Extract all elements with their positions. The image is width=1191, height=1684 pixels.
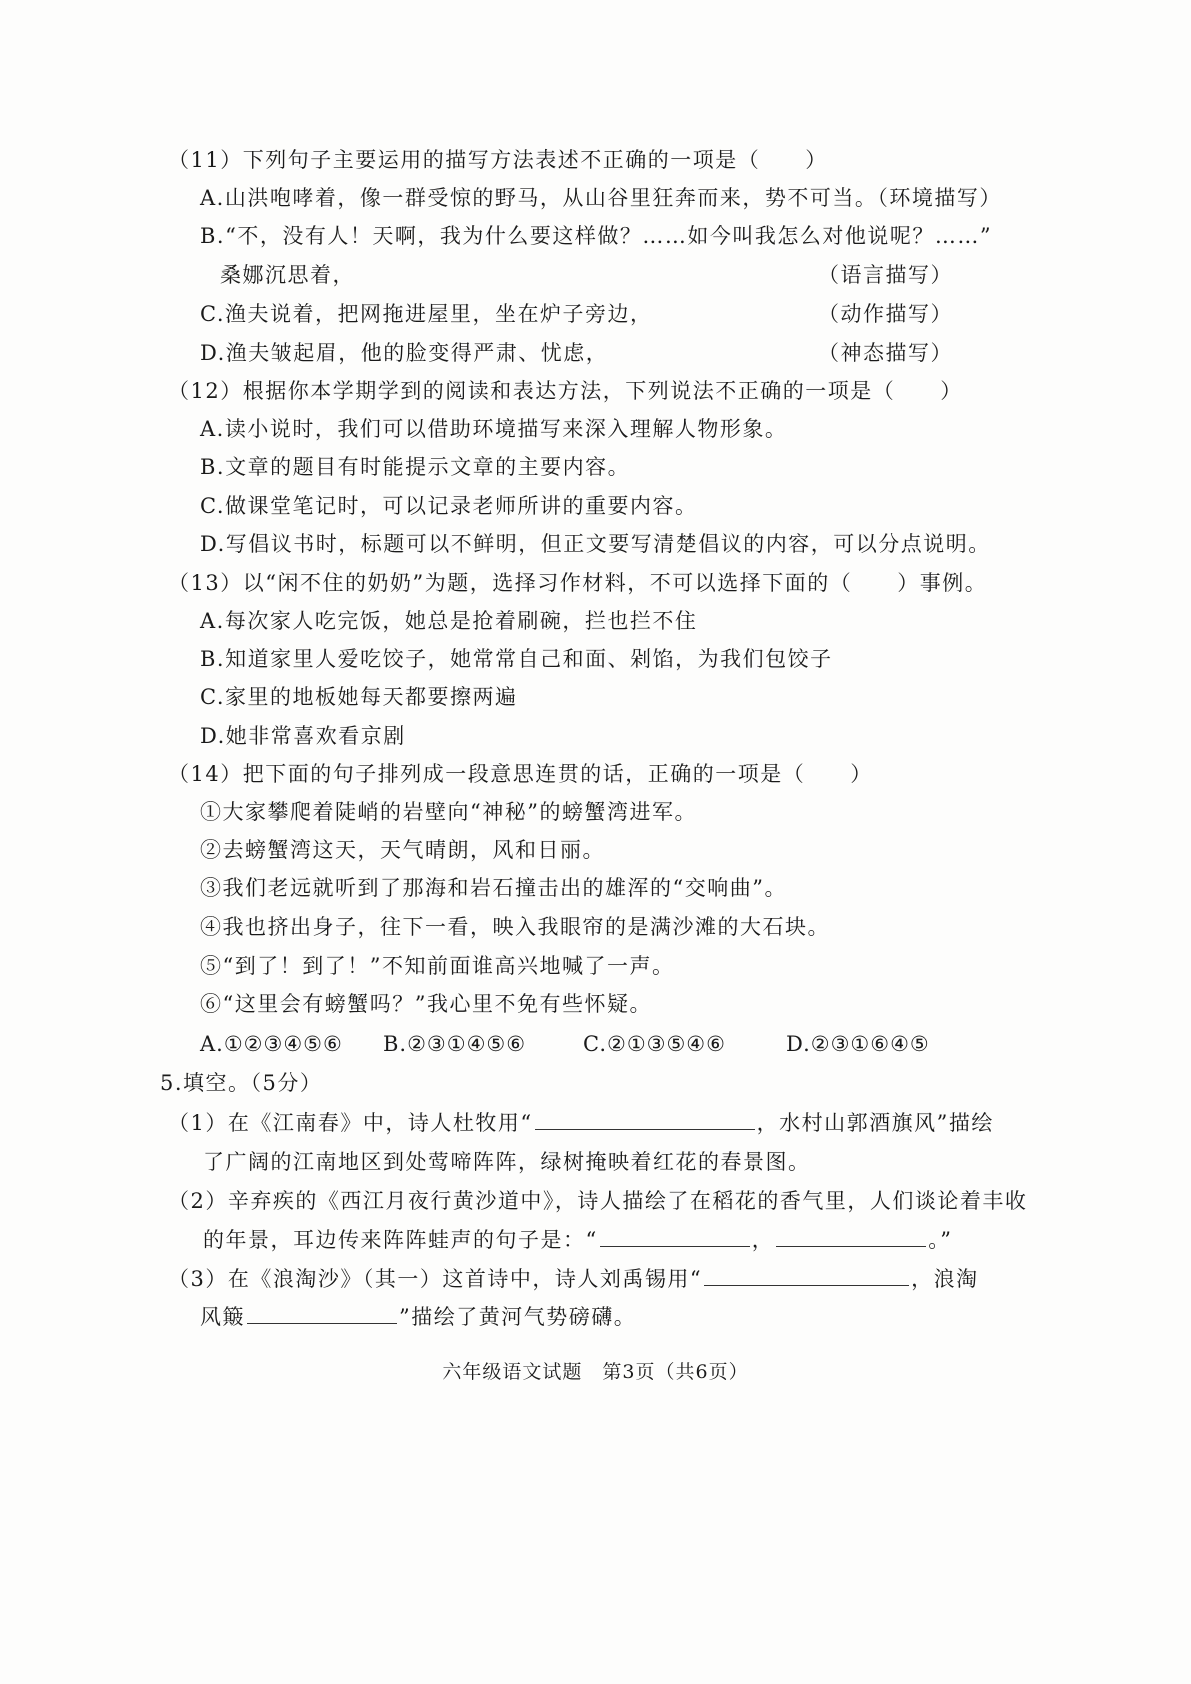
q13-stem: （13）以“闲不住的奶奶”为题，选择习作材料，不可以选择下面的（ ）事例。: [168, 571, 988, 595]
q13-option-b: B.知道家里人爱吃饺子，她常常自己和面、剁馅，为我们包饺子: [200, 647, 833, 671]
q12-option-a: A.读小说时，我们可以借助环境描写来深入理解人物形象。: [200, 417, 788, 441]
q5-1-blank[interactable]: [535, 1109, 755, 1130]
q5-3-line2-suffix: ”描绘了黄河气势磅礴。: [399, 1305, 637, 1329]
q14-sentence-5: ⑤“到了！到了！”不知前面谁高兴地喊了一声。: [200, 954, 675, 978]
q13-option-d: D.她非常喜欢看京剧: [200, 724, 406, 748]
q14-sentence-3: ③我们老远就听到了那海和岩石撞击出的雄浑的“交响曲”。: [200, 876, 787, 900]
q5-2-prefix: 的年景，耳边传来阵阵蛙声的句子是：“: [203, 1228, 598, 1252]
q11-option-a: A.山洪咆哮着，像一群受惊的野马，从山谷里狂奔而来，势不可当。（环境描写）: [200, 186, 1002, 210]
q5-2-line1: （2）辛弃疾的《西江月夜行黄沙道中》，诗人描绘了在稻花的香气里，人们谈论着丰收: [168, 1189, 1028, 1213]
page-footer: 六年级语文试题 第3页（共6页）: [442, 1361, 749, 1383]
q5-3-line2-prefix: 风簸: [200, 1305, 245, 1329]
q11-option-b-tag: （语言描写）: [818, 263, 953, 287]
q11-option-b-line1: B.“不，没有人！天啊，我为什么要这样做？……如今叫我怎么对他说呢？……”: [200, 224, 993, 248]
q12-option-d: D.写倡议书时，标题可以不鲜明，但正文要写清楚倡议的内容，可以分点说明。: [200, 532, 991, 556]
q14-sentence-4: ④我也挤出身子，往下一看，映入我眼帘的是满沙滩的大石块。: [200, 915, 830, 939]
q5-3-blank-1[interactable]: [704, 1265, 909, 1286]
q11-option-d-tag: （神态描写）: [818, 341, 953, 365]
q11-option-b-line2: 桑娜沉思着，: [220, 263, 355, 287]
q13-option-c: C.家里的地板她每天都要擦两遍: [200, 685, 518, 709]
q14-option-a: A.①②③④⑤⑥: [200, 1032, 343, 1056]
q14-option-b: B.②③①④⑤⑥: [383, 1032, 527, 1056]
q14-sentence-2: ②去螃蟹湾这天，天气晴朗，风和日丽。: [200, 838, 605, 862]
q14-stem: （14）把下面的句子排列成一段意思连贯的话，正确的一项是（ ）: [168, 762, 873, 786]
q11-option-d: D.渔夫皱起眉，他的脸变得严肃、忧虑，: [200, 341, 609, 365]
q14-sentence-1: ①大家攀爬着陡峭的岩壁向“神秘”的螃蟹湾进军。: [200, 800, 697, 824]
q5-2-comma: ，: [751, 1228, 775, 1252]
q11-option-c-tag: （动作描写）: [818, 302, 953, 326]
q11-stem: （11）下列句子主要运用的描写方法表述不正确的一项是（ ）: [168, 148, 828, 172]
q5-1-prefix: （1）在《江南春》中，诗人杜牧用“: [168, 1111, 533, 1135]
q5-1-line2: 了广阔的江南地区到处莺啼阵阵，绿树掩映着红花的春景图。: [203, 1150, 811, 1174]
q5-2-blank-2[interactable]: [776, 1226, 926, 1247]
q14-option-d: D.②③①⑥④⑤: [786, 1032, 930, 1056]
q5-2-line2: [203, 1226, 952, 1254]
q5-3-suffix: ，浪淘: [911, 1267, 979, 1291]
q5-3-line2: [200, 1303, 636, 1331]
q5-1-suffix: ，水村山郭酒旗风”描绘: [756, 1111, 994, 1135]
q13-option-a: A.每次家人吃完饭，她总是抢着刷碗，拦也拦不住: [200, 609, 698, 633]
q12-option-c: C.做课堂笔记时，可以记录老师所讲的重要内容。: [200, 494, 698, 518]
section-5-title: 5.填空。（5分）: [160, 1071, 323, 1095]
q5-1-line1: [168, 1109, 994, 1137]
q5-3-prefix: （3）在《浪淘沙》（其一）这首诗中，诗人刘禹锡用“: [168, 1267, 703, 1291]
q5-3-blank-2[interactable]: [247, 1303, 397, 1324]
q14-sentence-6: ⑥“这里会有螃蟹吗？”我心里不免有些怀疑。: [200, 992, 652, 1016]
q5-3-line1: [168, 1265, 979, 1293]
q12-option-b: B.文章的题目有时能提示文章的主要内容。: [200, 455, 631, 479]
q12-stem: （12）根据你本学期学到的阅读和表达方法，下列说法不正确的一项是（ ）: [168, 379, 963, 403]
q5-2-suffix: 。”: [928, 1228, 953, 1252]
q14-option-c: C.②①③⑤④⑥: [583, 1032, 726, 1056]
q5-2-blank-1[interactable]: [600, 1226, 750, 1247]
q11-option-c: C.渔夫说着，把网拖进屋里，坐在炉子旁边，: [200, 302, 653, 326]
